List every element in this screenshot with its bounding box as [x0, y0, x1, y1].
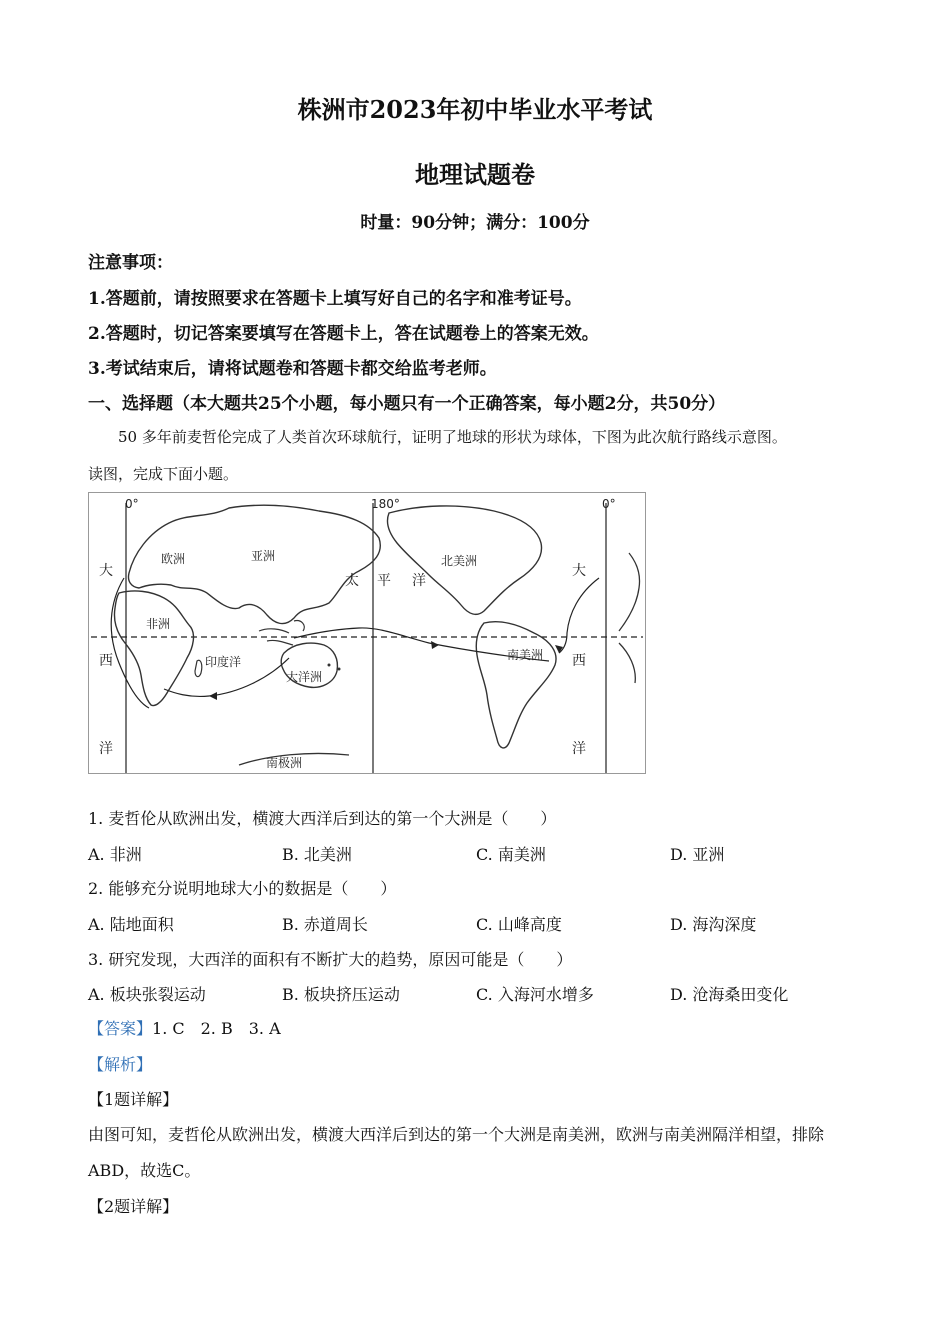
label-atlantic-right-1: 大 — [572, 563, 586, 579]
label-0-right: 0° — [602, 497, 616, 511]
analysis-q1-text-2: ABD，故选C。 — [88, 1161, 201, 1180]
label-north-america: 北美洲 — [441, 554, 478, 568]
question-3-option-d: D. 沧海桑田变化 — [670, 985, 789, 1004]
notice-heading: 注意事项： — [88, 253, 173, 273]
question-2-stem: 2. 能够充分说明地球大小的数据是（ ） — [88, 879, 397, 898]
question-3-option-a: A. 板块张裂运动 — [88, 985, 206, 1004]
exam-title: 株洲市2023年初中毕业水平考试 — [297, 95, 653, 124]
south-america-shape — [476, 622, 556, 748]
label-indian-ocean: 印度洋 — [205, 655, 242, 669]
analysis-label: 【解析】 — [88, 1055, 153, 1074]
pacific-island — [338, 668, 341, 671]
arrow-head-1 — [431, 641, 439, 649]
label-180: 180° — [371, 497, 400, 511]
magellan-route-map — [88, 492, 646, 774]
answer-text: 1. C 2. B 3. A — [152, 1019, 281, 1038]
label-pacific-3: 洋 — [412, 573, 426, 589]
label-asia: 亚洲 — [251, 549, 276, 563]
question-3-stem: 3. 研究发现，大西洋的面积有不断扩大的趋势，原因可能是（ ） — [88, 950, 573, 969]
label-africa: 非洲 — [146, 617, 171, 631]
analysis-q1-text-1: 由图可知，麦哲伦从欧洲出发，横渡大西洋后到达的第一个大洲是南美洲，欧洲与南美洲隔洋相望，排除 — [88, 1125, 825, 1144]
pacific-island — [328, 664, 331, 667]
passage-line-1: 50 多年前麦哲伦完成了人类首次环球航行，证明了地球的形状为球体，下图为此次航行路线示意图。 — [118, 428, 787, 446]
question-2-option-c: C. 山峰高度 — [476, 915, 562, 934]
label-atlantic-left-2: 西 — [99, 653, 113, 669]
madagascar-shape — [195, 660, 202, 676]
question-1-option-c: C. 南美洲 — [476, 845, 546, 864]
analysis-q1-heading: 【1题详解】 — [88, 1090, 179, 1109]
label-oceania: 大洋洲 — [286, 670, 323, 684]
question-1-option-a: A. 非洲 — [88, 845, 142, 864]
question-2-option-a: A. 陆地面积 — [88, 915, 174, 934]
map-svg — [89, 493, 645, 773]
question-3-option-c: C. 入海河水增多 — [476, 985, 594, 1004]
notice-item-2: 2.答题时，切记答案要填写在答题卡上，答在试题卷上的答案无效。 — [88, 324, 599, 344]
label-south-america: 南美洲 — [507, 648, 544, 662]
label-europe: 欧洲 — [161, 552, 186, 566]
route-right — [559, 578, 599, 653]
notice-item-1: 1.答题前，请按照要求在答题卡上填写好自己的名字和准考证号。 — [88, 289, 582, 309]
notice-item-3: 3.考试结束后，请将试题卷和答题卡都交给监考老师。 — [88, 359, 497, 379]
question-1-stem: 1. 麦哲伦从欧洲出发，横渡大西洋后到达的第一个大洲是（ ） — [88, 809, 557, 828]
question-1-option-b: B. 北美洲 — [282, 845, 352, 864]
question-2-option-b: B. 赤道周长 — [282, 915, 368, 934]
time-score: 时量：90分钟；满分：100分 — [360, 213, 590, 233]
question-1-option-d: D. 亚洲 — [670, 845, 725, 864]
label-pacific-1: 太 — [345, 573, 359, 589]
label-antarctica: 南极洲 — [266, 756, 303, 770]
label-atlantic-right-2: 西 — [572, 653, 586, 669]
right-africa-fragment — [619, 553, 640, 683]
answer-line — [88, 1016, 281, 1039]
question-2-option-d: D. 海沟深度 — [670, 915, 757, 934]
se-asia-islands — [259, 621, 304, 645]
label-0-left: 0° — [125, 497, 139, 511]
exam-subtitle: 地理试题卷 — [415, 160, 535, 189]
section-heading: 一、选择题（本大题共25个小题，每小题只有一个正确答案，每小题2分，共50分） — [88, 394, 726, 414]
analysis-q2-heading: 【2题详解】 — [88, 1197, 179, 1216]
question-3-option-b: B. 板块挤压运动 — [282, 985, 400, 1004]
arrow-head-2 — [209, 692, 217, 700]
label-atlantic-left-1: 大 — [99, 563, 113, 579]
label-atlantic-left-3: 洋 — [99, 741, 113, 757]
passage-line-2: 读图，完成下面小题。 — [88, 465, 239, 483]
label-atlantic-right-3: 洋 — [572, 741, 586, 757]
arrow-head-3 — [555, 645, 563, 653]
answer-label: 【答案】 — [88, 1019, 153, 1038]
label-pacific-2: 平 — [377, 573, 391, 589]
